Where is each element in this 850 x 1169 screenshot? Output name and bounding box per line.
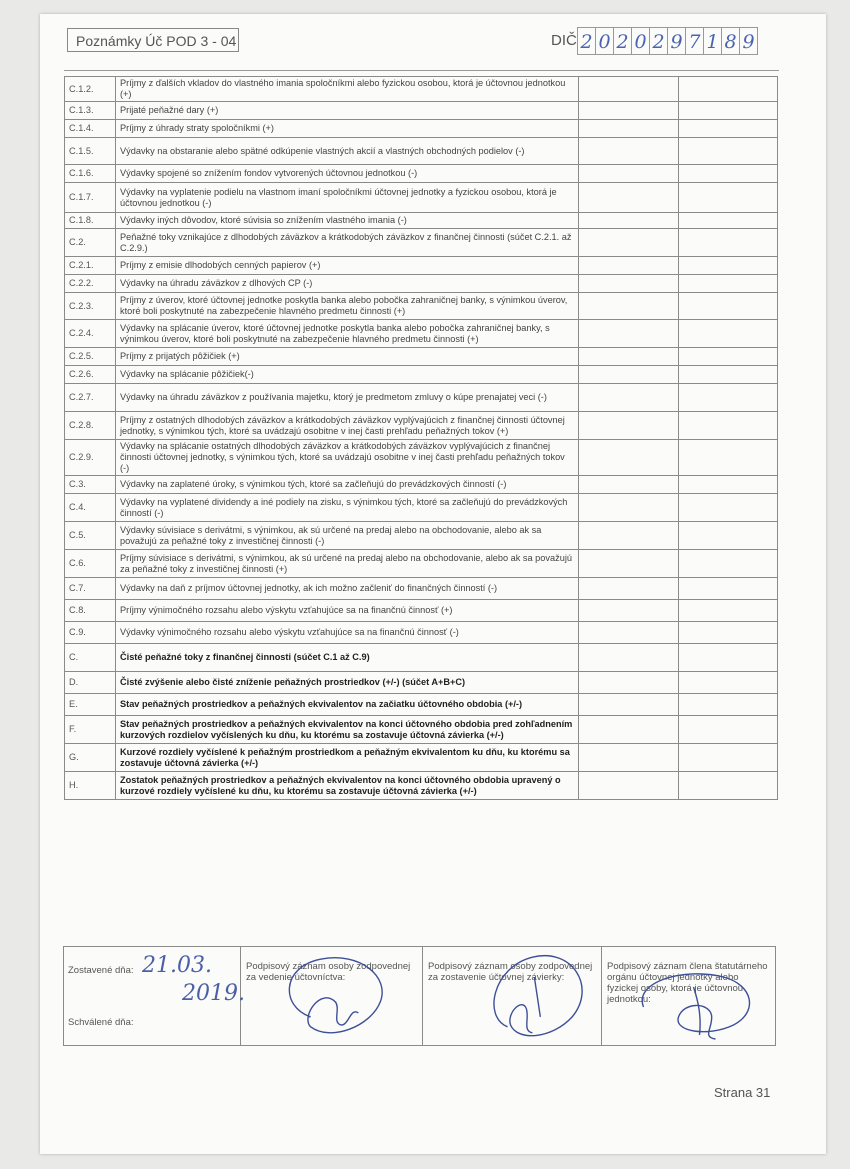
table-row — [65, 384, 778, 412]
table-row — [65, 229, 778, 257]
current-period-value — [579, 213, 679, 229]
accountant-signature-cell — [241, 947, 423, 1045]
row-description: Výdavky na daň z príjmov účtovnej jednotky, ak ich možno začleniť do finančných činností (-) — [116, 578, 579, 600]
signature-block — [63, 946, 776, 1046]
current-period-value — [579, 440, 679, 476]
table-row — [65, 600, 778, 622]
current-period-value — [579, 165, 679, 183]
row-description: Výdavky na vyplatené dividendy a iné podiely na zisku, s výnimkou tých, ktoré sa začleňujú do prevádzkových činností (-) — [116, 494, 579, 522]
accountant-signature-label: Podpisový záznam osoby zodpovednej za vedenie účtovníctva: — [246, 961, 411, 983]
table-row — [65, 694, 778, 716]
row-description: Výdavky na obstaranie alebo spätné odkúpenie vlastných akcií a vlastných obchodných podielov (-) — [116, 138, 579, 165]
row-description: Zostatok peňažných prostriedkov a peňažných ekvivalentov na konci účtovného obdobia upravený o kurzové rozdiely vyčíslené ku dňu, ku ktorému sa zostavuje účtovná závierka (+/-) — [116, 772, 579, 800]
table-row — [65, 120, 778, 138]
row-code: C.2.3. — [65, 293, 116, 320]
row-description: Príjmy z prijatých pôžičiek (+) — [116, 348, 579, 366]
row-code: C.1.7. — [65, 183, 116, 213]
row-code: C.2.9. — [65, 440, 116, 476]
row-description: Čisté zvýšenie alebo čisté zníženie peňažných prostriedkov (+/-) (súčet A+B+C) — [116, 672, 579, 694]
current-period-value — [579, 257, 679, 275]
current-period-value — [579, 550, 679, 578]
row-description: Príjmy výnimočného rozsahu alebo výskytu vzťahujúce sa na finančnú činnosť (+) — [116, 600, 579, 622]
row-code: C.4. — [65, 494, 116, 522]
row-description: Prijaté peňažné dary (+) — [116, 102, 579, 120]
row-code: C.2.8. — [65, 412, 116, 440]
dic-digit-box: 9 — [739, 27, 758, 55]
current-period-value — [579, 77, 679, 102]
previous-period-value — [679, 384, 778, 412]
row-description: Výdavky na zaplatené úroky, s výnimkou tých, ktoré sa začleňujú do prevádzkových činností (-) — [116, 476, 579, 494]
table-row — [65, 165, 778, 183]
current-period-value — [579, 622, 679, 644]
current-period-value — [579, 229, 679, 257]
dic-digit-box: 1 — [703, 27, 722, 55]
previous-period-value — [679, 229, 778, 257]
row-code: C.2.2. — [65, 275, 116, 293]
row-description: Stav peňažných prostriedkov a peňažných ekvivalentov na začiatku účtovného obdobia (+/-) — [116, 694, 579, 716]
previous-period-value — [679, 494, 778, 522]
table-row — [65, 412, 778, 440]
row-description: Výdavky súvisiace s derivátmi, s výnimkou, ak sú určené na predaj alebo na obchodovanie, alebo ak sa považujú za peňažné toky z investičnej činnosti (-) — [116, 522, 579, 550]
table-row — [65, 348, 778, 366]
previous-period-value — [679, 275, 778, 293]
row-description: Príjmy z ďalších vkladov do vlastného imania spoločníkmi alebo fyzickou osobou, ktorá je účtovnou jednotkou (+) — [116, 77, 579, 102]
row-description: Výdavky spojené so znížením fondov vytvorených účtovnou jednotkou (-) — [116, 165, 579, 183]
dic-digit-box: 0 — [595, 27, 614, 55]
current-period-value — [579, 412, 679, 440]
row-code: C.2.6. — [65, 366, 116, 384]
row-description: Stav peňažných prostriedkov a peňažných ekvivalentov na konci účtovného obdobia pred zohľadnením kurzových rozdielov vyčíslených ku dňu, ku ktorému sa zostavuje účtovná závierka (+/-) — [116, 716, 579, 744]
dic-digit-box: 2 — [649, 27, 668, 55]
table-row — [65, 138, 778, 165]
previous-period-value — [679, 138, 778, 165]
table-row — [65, 440, 778, 476]
table-row — [65, 213, 778, 229]
row-description: Príjmy z úhrady straty spoločníkmi (+) — [116, 120, 579, 138]
dic-label: DIČ — [551, 32, 577, 49]
previous-period-value — [679, 412, 778, 440]
previous-period-value — [679, 102, 778, 120]
current-period-value — [579, 744, 679, 772]
date-cell — [64, 947, 245, 1045]
row-description: Kurzové rozdiely vyčíslené k peňažným prostriedkom a peňažným ekvivalentom ku dňu, ku ktorému sa zostavuje účtovná závierka (+/-) — [116, 744, 579, 772]
row-code: C. — [65, 644, 116, 672]
current-period-value — [579, 320, 679, 348]
row-description: Výdavky na splácanie úverov, ktoré účtovnej jednotke poskytla banka alebo pobočka zahraničnej banky, s výnimkou úverov, ktoré boli poskytnuté na zabezpečenie hlavného predmetu činnosti (+) — [116, 320, 579, 348]
table-row — [65, 293, 778, 320]
current-period-value — [579, 672, 679, 694]
statutory-signature-label: Podpisový záznam člena štatutárneho orgánu účtovnej jednotky alebo fyzickej osoby, ktorá je účtovnou jednotkou: — [607, 961, 768, 1005]
cash-flow-table — [64, 76, 778, 800]
compiled-date-day: 21.03. — [142, 953, 212, 978]
previous-period-value — [679, 440, 778, 476]
table-row — [65, 716, 778, 744]
row-code: C.2.7. — [65, 384, 116, 412]
row-code: C.5. — [65, 522, 116, 550]
table-row — [65, 744, 778, 772]
row-description: Výdavky iných dôvodov, ktoré súvisia so znížením vlastného imania (-) — [116, 213, 579, 229]
row-description: Výdavky na úhradu záväzkov z dlhových CP (-) — [116, 275, 579, 293]
row-code: C.3. — [65, 476, 116, 494]
current-period-value — [579, 522, 679, 550]
row-code: C.2.4. — [65, 320, 116, 348]
row-code: C.1.6. — [65, 165, 116, 183]
row-description: Výdavky na splácanie pôžičiek(-) — [116, 366, 579, 384]
table-row — [65, 183, 778, 213]
table-row — [65, 320, 778, 348]
dic-digit-box: 2 — [577, 27, 596, 55]
previous-period-value — [679, 644, 778, 672]
previous-period-value — [679, 694, 778, 716]
page-number: Strana 31 — [714, 1085, 771, 1100]
row-code: C.7. — [65, 578, 116, 600]
row-code: C.1.5. — [65, 138, 116, 165]
row-code: E. — [65, 694, 116, 716]
current-period-value — [579, 694, 679, 716]
current-period-value — [579, 366, 679, 384]
previous-period-value — [679, 213, 778, 229]
compiled-label: Zostavené dňa: — [68, 965, 134, 976]
current-period-value — [579, 138, 679, 165]
previous-period-value — [679, 366, 778, 384]
row-description: Príjmy z ostatných dlhodobých záväzkov a krátkodobých záväzkov vyplývajúcich z finančnej činnosti účtovnej jednotky, s výnimkou tých, ktoré sa uvádzajú osobitne v inej časti prehľadu peňažných tokov (+) — [116, 412, 579, 440]
current-period-value — [579, 293, 679, 320]
row-description: Príjmy z úverov, ktoré účtovnej jednotke poskytla banka alebo pobočka zahraničnej banky, s výnimkou úverov, ktoré boli poskytnuté na zabezpečenie hlavného predmetu činnosti (+) — [116, 293, 579, 320]
current-period-value — [579, 644, 679, 672]
current-period-value — [579, 348, 679, 366]
compiled-date-year: 2019. — [182, 981, 245, 1006]
row-description: Príjmy súvisiace s derivátmi, s výnimkou, ak sú určené na predaj alebo na obchodovanie, alebo ak sa považujú za peňažné toky z investičnej činnosti (+) — [116, 550, 579, 578]
row-code: G. — [65, 744, 116, 772]
statutory-signature-cell — [602, 947, 775, 1045]
dic-digit-box: 0 — [631, 27, 650, 55]
dic-digit-box: 2 — [613, 27, 632, 55]
row-description: Čisté peňažné toky z finančnej činnosti (súčet C.1 až C.9) — [116, 644, 579, 672]
current-period-value — [579, 494, 679, 522]
current-period-value — [579, 102, 679, 120]
dic-digit-box: 8 — [721, 27, 740, 55]
table-row — [65, 77, 778, 102]
dic-digit-box: 9 — [667, 27, 686, 55]
row-code: C.6. — [65, 550, 116, 578]
table-row — [65, 550, 778, 578]
preparer-signature-label: Podpisový záznam osoby zodpovednej za zostavenie účtovnej závierky: — [428, 961, 593, 983]
table-row — [65, 622, 778, 644]
statutory-signature — [602, 947, 775, 1045]
previous-period-value — [679, 293, 778, 320]
current-period-value — [579, 476, 679, 494]
table-row — [65, 366, 778, 384]
preparer-signature-cell — [423, 947, 602, 1045]
table-row — [65, 102, 778, 120]
row-code: C.2.1. — [65, 257, 116, 275]
row-description: Peňažné toky vznikajúce z dlhodobých záväzkov a krátkodobých záväzkov z finančnej činnosti (súčet C.2.1. až C.2.9.) — [116, 229, 579, 257]
preparer-signature — [423, 947, 601, 1045]
table-row — [65, 772, 778, 800]
row-description: Výdavky na úhradu záväzkov z používania majetku, ktorý je predmetom zmluvy o kúpe prenajatej veci (-) — [116, 384, 579, 412]
row-code: C.1.3. — [65, 102, 116, 120]
current-period-value — [579, 183, 679, 213]
table-row — [65, 476, 778, 494]
row-code: H. — [65, 772, 116, 800]
row-description: Výdavky na vyplatenie podielu na vlastnom imaní spoločníkmi účtovnej jednotky a fyzickou osobou, ktorá je účtovnou jednotkou (-) — [116, 183, 579, 213]
table-row — [65, 522, 778, 550]
previous-period-value — [679, 120, 778, 138]
table-row — [65, 257, 778, 275]
previous-period-value — [679, 165, 778, 183]
table-row — [65, 494, 778, 522]
previous-period-value — [679, 183, 778, 213]
row-description: Príjmy z emisie dlhodobých cenných papierov (+) — [116, 257, 579, 275]
current-period-value — [579, 384, 679, 412]
table-row — [65, 672, 778, 694]
table-row — [65, 644, 778, 672]
previous-period-value — [679, 672, 778, 694]
row-code: F. — [65, 716, 116, 744]
table-row — [65, 275, 778, 293]
previous-period-value — [679, 348, 778, 366]
previous-period-value — [679, 77, 778, 102]
accountant-signature — [241, 947, 422, 1045]
previous-period-value — [679, 600, 778, 622]
header-rule — [64, 70, 779, 71]
current-period-value — [579, 716, 679, 744]
previous-period-value — [679, 622, 778, 644]
row-description: Výdavky výnimočného rozsahu alebo výskytu vzťahujúce sa na finančnú činnosť (-) — [116, 622, 579, 644]
current-period-value — [579, 600, 679, 622]
row-code: C.1.8. — [65, 213, 116, 229]
previous-period-value — [679, 476, 778, 494]
dic-digit-boxes — [578, 27, 758, 55]
current-period-value — [579, 772, 679, 800]
row-code: C.2.5. — [65, 348, 116, 366]
dic-digit-box: 7 — [685, 27, 704, 55]
current-period-value — [579, 275, 679, 293]
previous-period-value — [679, 320, 778, 348]
previous-period-value — [679, 578, 778, 600]
table-row — [65, 578, 778, 600]
row-description: Výdavky na splácanie ostatných dlhodobých záväzkov a krátkodobých záväzkov vyplývajúcich z finančnej činnosti účtovnej jednotky, s výnimkou tých, ktoré sa uvádzajú osobitne v inej časti prehľadu peňažných tokov (-) — [116, 440, 579, 476]
previous-period-value — [679, 772, 778, 800]
section-label: Poznámky Úč POD 3 - 04 — [67, 28, 239, 52]
previous-period-value — [679, 744, 778, 772]
previous-period-value — [679, 257, 778, 275]
current-period-value — [579, 120, 679, 138]
row-code: C.2. — [65, 229, 116, 257]
row-code: C.9. — [65, 622, 116, 644]
previous-period-value — [679, 522, 778, 550]
previous-period-value — [679, 716, 778, 744]
row-code: C.1.2. — [65, 77, 116, 102]
row-code: C.1.4. — [65, 120, 116, 138]
row-code: D. — [65, 672, 116, 694]
previous-period-value — [679, 550, 778, 578]
row-code: C.8. — [65, 600, 116, 622]
approved-label: Schválené dňa: — [68, 1017, 134, 1028]
current-period-value — [579, 578, 679, 600]
